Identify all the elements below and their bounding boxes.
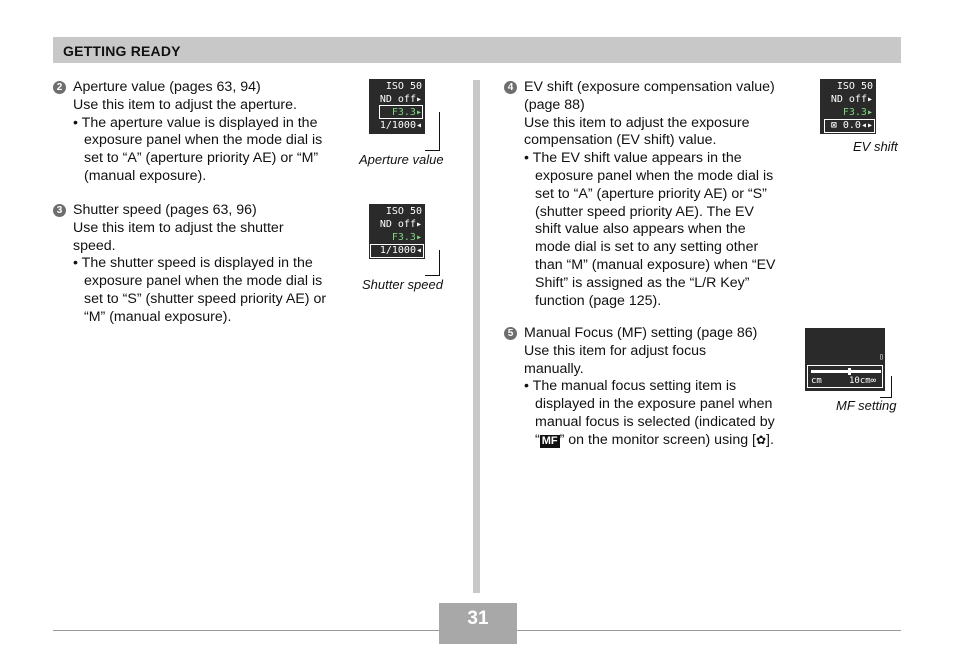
item-shutter-speed (53, 202, 353, 327)
aperture-readout: F3.3▸ (391, 107, 422, 118)
exposure-panel-mf (805, 328, 885, 391)
mf-far-label: 10cm∞ (849, 376, 877, 386)
highlight-box (370, 244, 424, 258)
mf-near-label: cm (811, 376, 822, 386)
item-text: Use this item for adjust focus (524, 342, 707, 359)
bullet-text: “ MF ” on the monitor screen) using [✿]. (535, 431, 774, 448)
bullet-text: function (page 125). (535, 292, 662, 309)
shutter-readout: 1/1000◂ (379, 245, 422, 256)
bullet-text: (manual exposure). (84, 167, 207, 184)
mf-marker: ▯ (879, 352, 884, 361)
iso-readout: ISO 50 (836, 81, 873, 92)
item-text: Use this item to adjust the exposure (524, 114, 750, 131)
number-4-icon: 4 (504, 81, 517, 94)
figure-caption: MF setting (836, 398, 897, 413)
highlight-box (807, 365, 883, 388)
figure-caption: EV shift (853, 139, 898, 154)
aperture-readout: F3.3▸ (391, 232, 422, 243)
bullet-text: displayed in the exposure panel when (535, 396, 773, 413)
shutter-readout: 1/1000◂ (379, 120, 422, 131)
item-heading: Aperture value (pages 63, 94) (73, 79, 261, 95)
figure-caption: Shutter speed (362, 277, 443, 292)
number-3-icon: 3 (53, 204, 66, 217)
item-aperture (53, 79, 353, 186)
item-text: manually. (524, 360, 584, 377)
bullet-text: set to “A” (aperture priority AE) or “S” (535, 185, 767, 202)
aperture-readout: F3.3▸ (842, 107, 873, 118)
item-heading: (page 88) (524, 96, 585, 113)
bullet-text: (shutter speed priority AE). The EV (535, 203, 754, 220)
bullet-text: set to “A” (aperture priority AE) or “M” (84, 150, 319, 167)
bullet-text: “M” (manual exposure). (84, 308, 232, 325)
bullet-text: shift value also appears when the (535, 221, 746, 238)
bullet-text: set to “S” (shutter speed priority AE) or (84, 290, 327, 307)
callout-line (880, 376, 892, 398)
exposure-panel-aperture (369, 79, 425, 134)
ev-icon: ⊠ (830, 120, 837, 131)
exposure-panel-ev (820, 79, 876, 134)
section-header (53, 37, 901, 63)
macro-flower-icon: ✿ (755, 432, 767, 447)
item-text: speed. (73, 237, 116, 254)
bullet-text: • The manual focus setting item is (524, 378, 737, 395)
iso-readout: ISO 50 (385, 206, 422, 217)
number-2-icon: 2 (53, 81, 66, 94)
bullet-text: • The shutter speed is displayed in the (73, 255, 313, 272)
item-text: Use this item to adjust the shutter (73, 219, 284, 236)
bullet-text: • The EV shift value appears in the (524, 150, 742, 167)
number-5-icon: 5 (504, 327, 517, 340)
bullet-text: manual focus is selected (indicated by (535, 413, 775, 430)
nd-readout: ND off▸ (830, 94, 873, 105)
section-title: GETTING READY (63, 43, 181, 59)
item-manual-focus (504, 325, 804, 450)
bullet-text: exposure panel when the mode dial is (535, 167, 774, 184)
highlight-box (379, 105, 423, 119)
item-heading: EV shift (exposure compensation value) (524, 79, 775, 95)
item-text: compensation (EV shift) value. (524, 132, 717, 149)
figure-caption: Aperture value (359, 152, 444, 167)
bullet-text: exposure panel when the mode dial is (84, 273, 323, 290)
bullet-text: exposure panel when the mode dial is (84, 132, 323, 149)
page-number-box (439, 603, 517, 644)
callout-line (425, 250, 440, 276)
iso-readout: ISO 50 (385, 81, 422, 92)
page-number: 31 (467, 608, 489, 629)
mf-icon: MF (541, 434, 558, 447)
exposure-panel-shutter (369, 204, 425, 259)
bullet-text: • The aperture value is displayed in the (73, 114, 318, 131)
bullet-text: Shift” is assigned as the “L/R Key” (535, 274, 750, 291)
nd-readout: ND off▸ (379, 94, 422, 105)
highlight-box (824, 119, 875, 133)
item-heading: Manual Focus (MF) setting (page 86) (524, 325, 758, 341)
nd-readout: ND off▸ (379, 219, 422, 230)
ev-readout: ⊠ 0.0◂▸ (830, 120, 873, 131)
callout-line (425, 112, 440, 151)
item-ev-shift (504, 79, 804, 310)
item-heading: Shutter speed (pages 63, 96) (73, 202, 257, 218)
item-text: Use this item to adjust the aperture. (73, 96, 297, 113)
bullet-text: than “M” (manual exposure) when “EV (535, 256, 776, 273)
bullet-text: mode dial is set to any setting other (535, 239, 759, 256)
column-divider (473, 80, 480, 593)
